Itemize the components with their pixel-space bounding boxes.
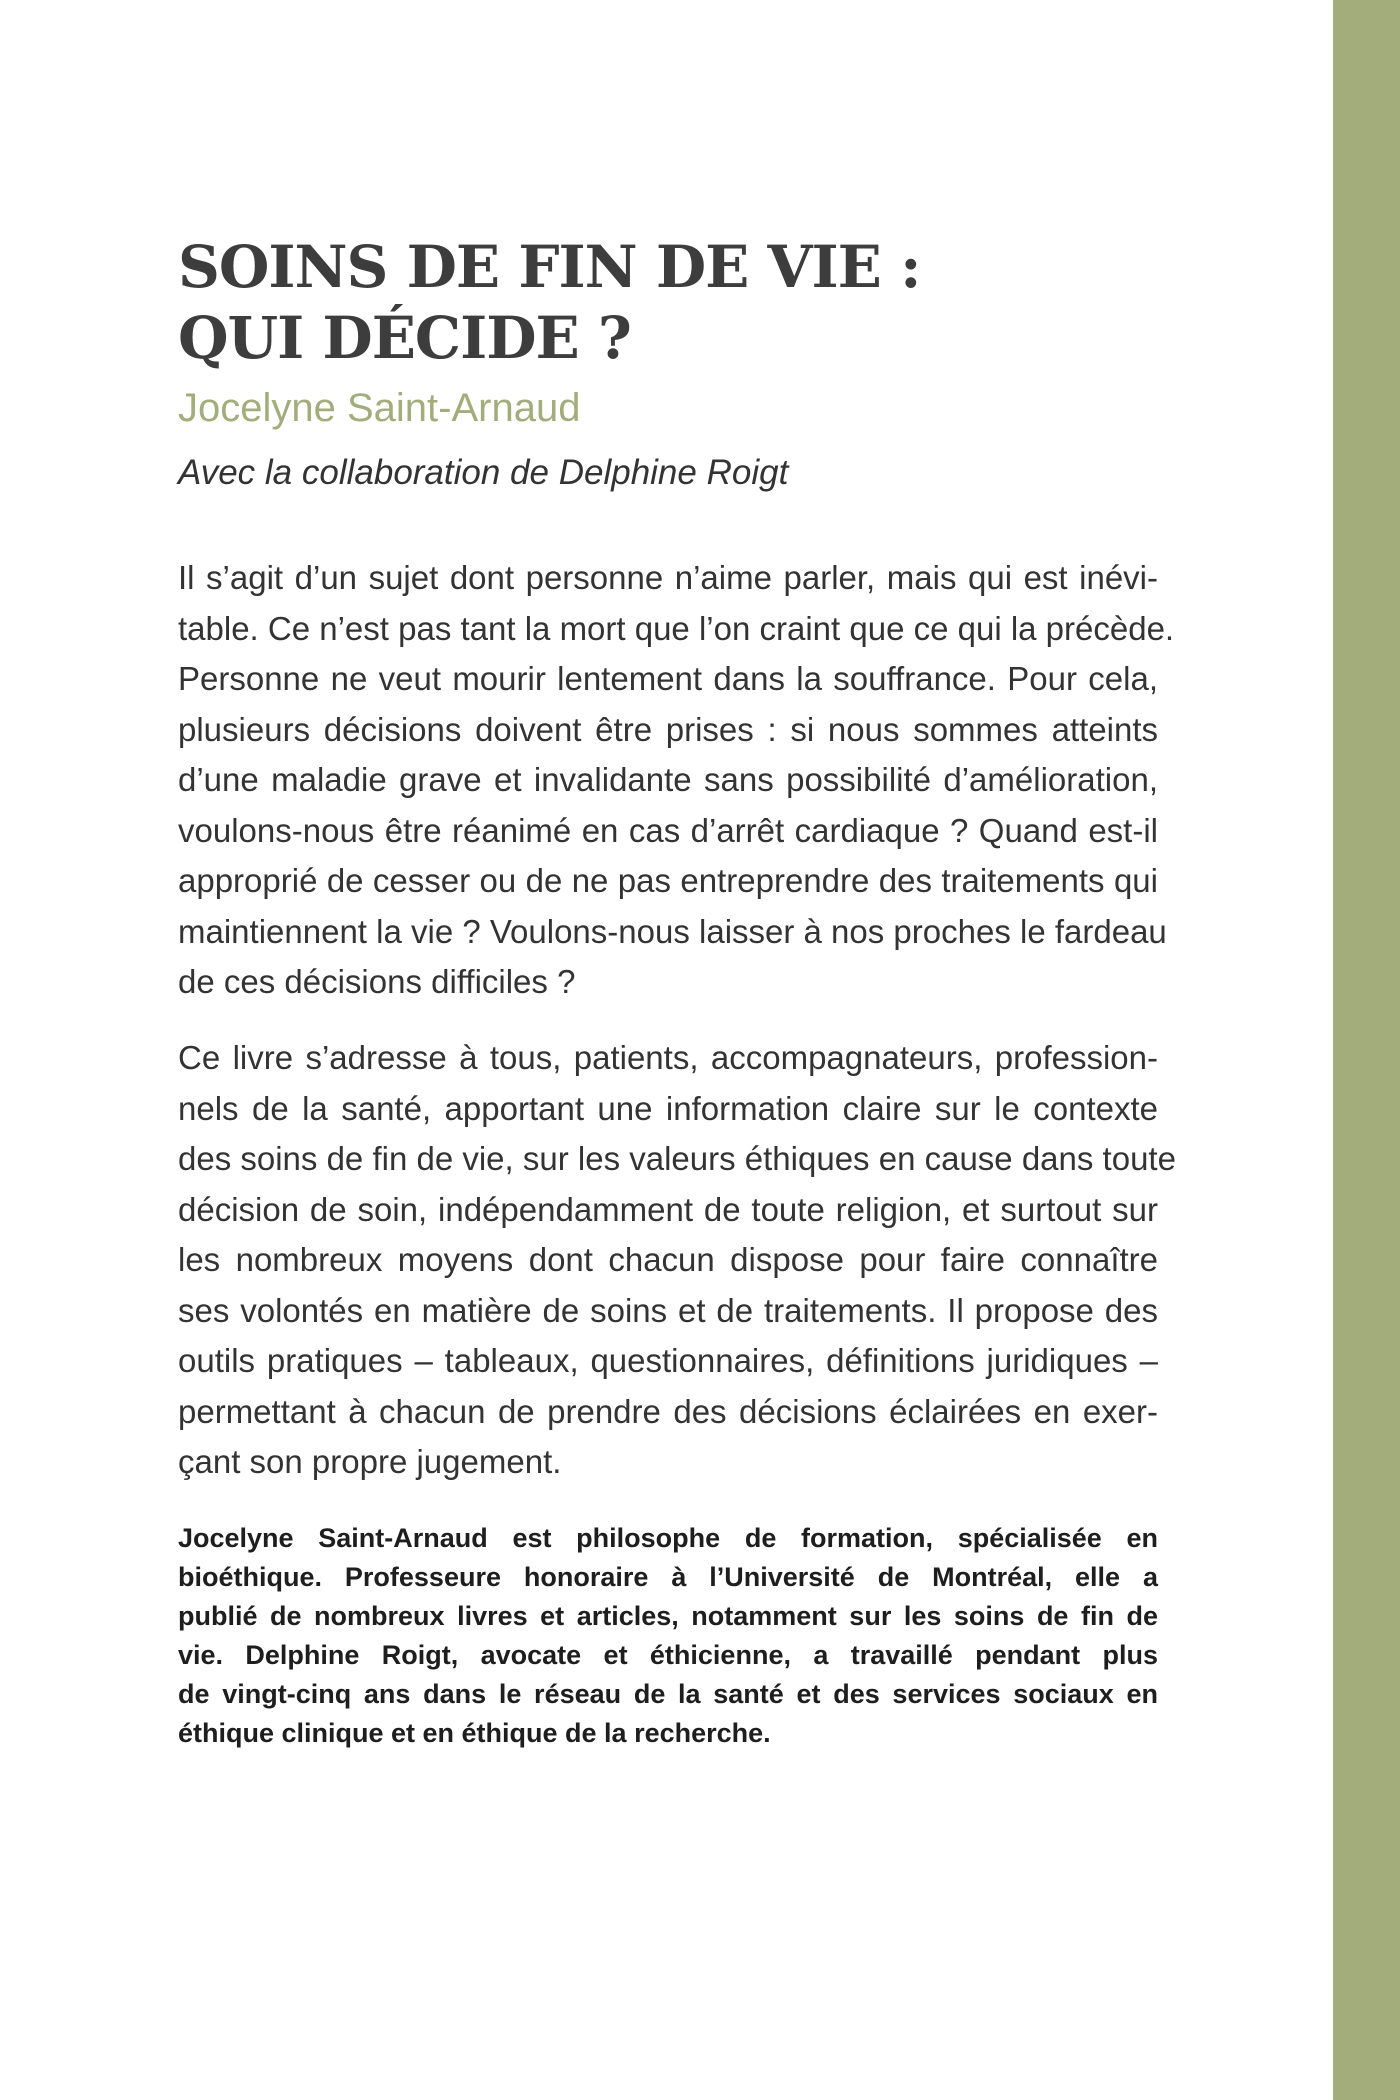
- text-line: décision de soin, indépendamment de toute religion, et surtout sur: [178, 1190, 1158, 1228]
- title-line-2: QUI DÉCIDE ?: [178, 304, 631, 372]
- text-line: table. Ce n’est pas tant la mort que l’on craint que ce qui la précède.: [178, 609, 1175, 647]
- text-line: des soins de fin de vie, sur les valeurs éthiques en cause dans toute: [178, 1140, 1176, 1177]
- title-line-1: SOINS DE FIN DE VIE :: [178, 233, 921, 301]
- text-line: ses volontés en matière de soins et de traitements. Il propose des: [178, 1291, 1158, 1329]
- text-line: éthique clinique et en éthique de la recherche.: [178, 1718, 771, 1748]
- text-line: nels de la santé, apportant une information claire sur le contexte: [178, 1089, 1158, 1127]
- text-line: d’une maladie grave et invalidante sans possibilité d’amélioration,: [178, 761, 1158, 798]
- author-name: Jocelyne Saint-Arnaud: [178, 386, 581, 430]
- text-line: Jocelyne Saint-Arnaud est philosophe de formation, spécialisée en: [178, 1523, 1158, 1553]
- text-line: publié de nombreux livres et articles, notamment sur les soins de fin de: [178, 1601, 1158, 1631]
- text-line: Il s’agit d’un sujet dont personne n’aime parler, mais qui est inévi-: [178, 559, 1158, 596]
- text-line: plusieurs décisions doivent être prises : si nous sommes atteints: [178, 710, 1158, 748]
- text-line: Ce livre s’adresse à tous, patients, accompagnateurs, profession-: [178, 1039, 1158, 1076]
- author-bio: [178, 1519, 1158, 1753]
- text-line: Personne ne veut mourir lentement dans la souffrance. Pour cela,: [178, 660, 1158, 697]
- text-line: outils pratiques – tableaux, questionnaires, définitions juridiques –: [178, 1342, 1158, 1379]
- book-title: [178, 232, 921, 374]
- accent-side-band: [1333, 0, 1400, 2100]
- text-line: voulons-nous être réanimé en cas d’arrêt cardiaque ? Quand est-il: [178, 811, 1158, 849]
- collaboration-credit: Avec la collaboration de Delphine Roigt: [178, 453, 789, 492]
- summary-paragraph-2: [178, 1033, 1176, 1488]
- text-line: approprié de cesser ou de ne pas entreprendre des traitements qui: [178, 862, 1158, 899]
- text-line: vie. Delphine Roigt, avocate et éthicienne, a travaillé pendant plus: [178, 1640, 1158, 1670]
- text-line: de vingt-cinq ans dans le réseau de la santé et des services sociaux en: [178, 1679, 1158, 1709]
- text-line: permettant à chacun de prendre des décisions éclairées en exer-: [178, 1392, 1158, 1430]
- summary-paragraph-1: [178, 553, 1175, 1008]
- text-line: les nombreux moyens dont chacun dispose pour faire connaître: [178, 1241, 1158, 1278]
- text-line: bioéthique. Professeure honoraire à l’Université de Montréal, elle a: [178, 1562, 1158, 1592]
- text-line: de ces décisions difficiles ?: [178, 963, 576, 1000]
- text-line: maintiennent la vie ? Voulons-nous laisser à nos proches le fardeau: [178, 912, 1167, 950]
- text-line: çant son propre jugement.: [178, 1443, 562, 1480]
